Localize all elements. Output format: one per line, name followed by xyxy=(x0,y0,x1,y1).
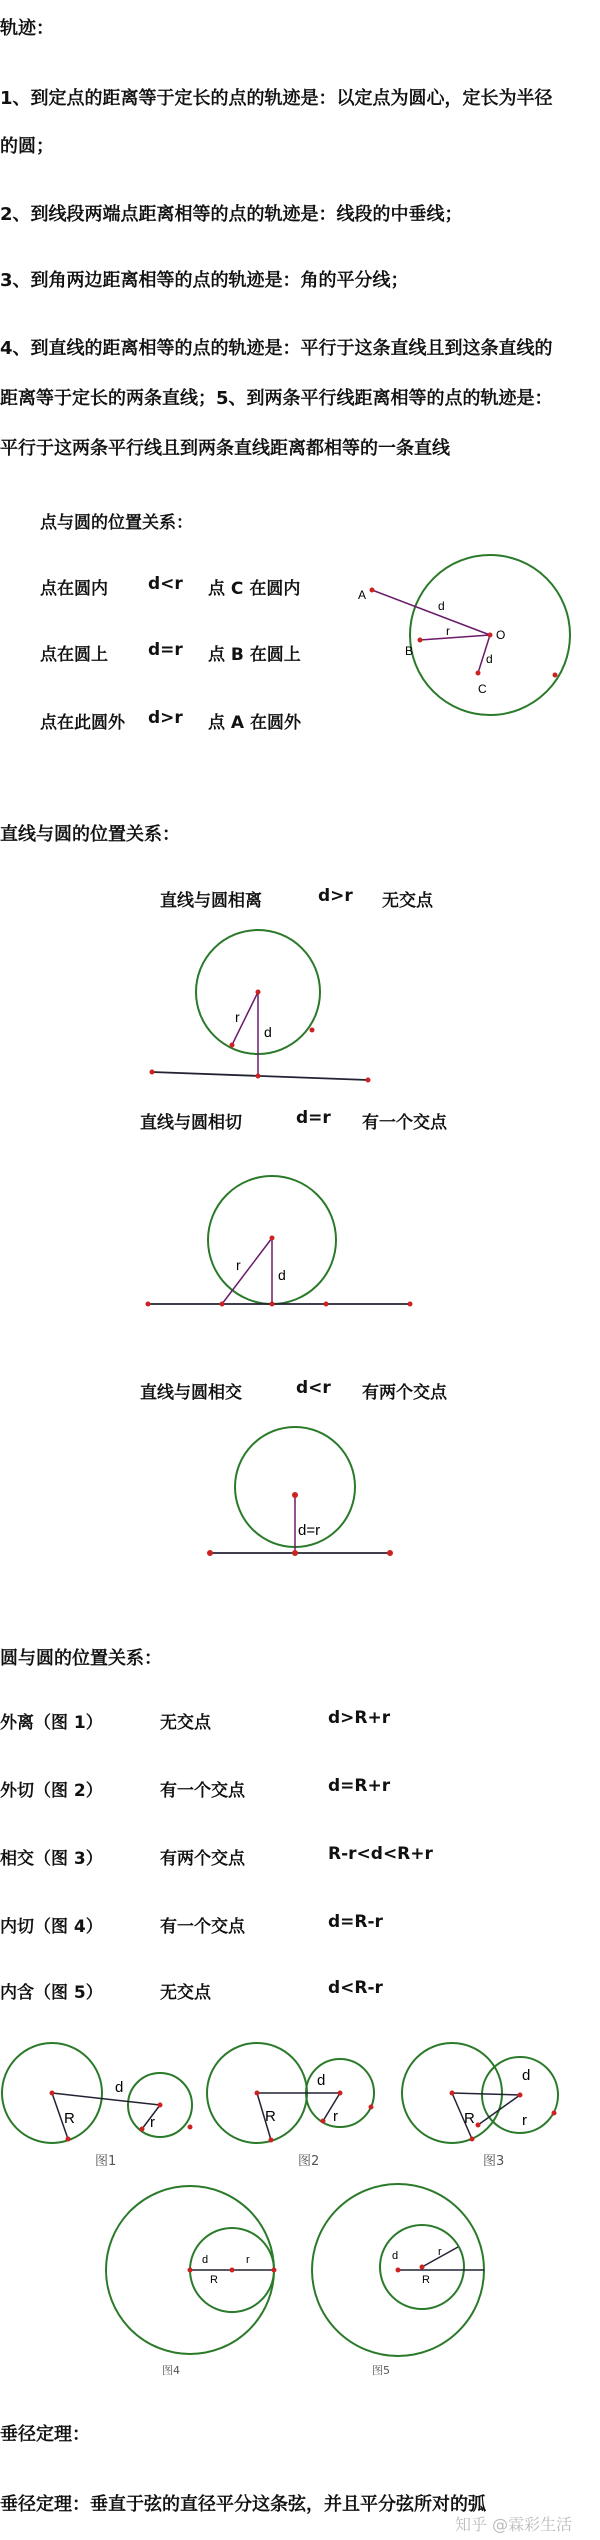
figure-caption: 图1 xyxy=(95,2154,117,2169)
cc-row-desc: 无交点 xyxy=(160,1983,211,2003)
locus-line: 1、到定点的距离等于定长的点的轨迹是：以定点为圆心，定长为半径 xyxy=(0,88,553,109)
lc-case-name: 直线与圆相切 xyxy=(140,1113,242,1133)
cc-row-desc: 有一个交点 xyxy=(160,1781,245,1801)
cc-row-rel: d=R-r xyxy=(328,1912,383,1932)
figure-caption: 图3 xyxy=(483,2154,505,2169)
svg-text:d: d xyxy=(202,2254,209,2266)
lc-case-name: 直线与圆相交 xyxy=(140,1383,242,1403)
pc-row-desc: 点 C 在圆内 xyxy=(208,579,301,599)
section-title-perp: 垂径定理： xyxy=(0,2424,90,2445)
locus-line: 3、到角两边距离相等的点的轨迹是：角的平分线； xyxy=(0,270,409,291)
cc-row-rel: R-r<d<R+r xyxy=(328,1844,433,1864)
pc-row-desc: 点 A 在圆外 xyxy=(208,713,301,733)
svg-text:d: d xyxy=(522,2067,531,2084)
lc-case-desc: 有两个交点 xyxy=(362,1383,447,1403)
line-circle-separate-figure xyxy=(140,920,400,1090)
label-o: O xyxy=(496,628,506,642)
cc-row-rel: d>R+r xyxy=(328,1708,391,1728)
section-title-point-circle: 点与圆的位置关系： xyxy=(40,513,193,533)
figure-4-internal-tangent xyxy=(90,2175,290,2365)
locus-line: 2、到线段两端点距离相等的点的轨迹是：线段的中垂线； xyxy=(0,204,463,225)
pc-row-name: 点在圆上 xyxy=(40,645,108,665)
cc-row-rel: d=R+r xyxy=(328,1776,391,1796)
svg-text:r: r xyxy=(333,2108,338,2125)
cc-row-desc: 有一个交点 xyxy=(160,1917,245,1937)
cc-row-name: 外离（图 1） xyxy=(0,1713,103,1733)
svg-text:R: R xyxy=(210,2274,218,2286)
watermark: 知乎 @霖彩生活 xyxy=(455,2515,573,2534)
svg-text:d: d xyxy=(278,1267,286,1283)
label-r: r xyxy=(446,624,450,638)
locus-line: 距离等于定长的两条直线；5、到两条平行线距离相等的点的轨迹是： xyxy=(0,388,553,409)
figure-caption: 图2 xyxy=(298,2154,320,2169)
cc-row-rel: d<R-r xyxy=(328,1978,383,1998)
pc-row-rel: d<r xyxy=(148,574,183,594)
svg-text:r: r xyxy=(438,2246,442,2258)
point-circle-figure xyxy=(350,545,580,715)
svg-text:R: R xyxy=(64,2110,75,2127)
figure-5-contained xyxy=(300,2175,500,2365)
cc-row-name: 内切（图 4） xyxy=(0,1917,103,1937)
cc-row-desc: 有两个交点 xyxy=(160,1849,245,1869)
svg-text:d: d xyxy=(317,2072,326,2089)
figure-1-external-separate xyxy=(0,2035,200,2155)
svg-text:r: r xyxy=(150,2114,155,2131)
lc-case-rel: d<r xyxy=(296,1378,331,1398)
figure-2-external-tangent xyxy=(205,2035,405,2155)
svg-text:d=r: d=r xyxy=(298,1522,321,1539)
line-circle-tangent-figure xyxy=(140,1170,430,1320)
pc-row-name: 点在此圆外 xyxy=(40,713,125,733)
section-title-circle-circle: 圆与圆的位置关系： xyxy=(0,1648,162,1669)
section-title-locus: 轨迹： xyxy=(0,18,54,39)
cc-row-name: 外切（图 2） xyxy=(0,1781,103,1801)
svg-text:d: d xyxy=(264,1024,272,1040)
svg-text:R: R xyxy=(265,2108,276,2125)
svg-text:d: d xyxy=(115,2079,124,2096)
svg-text:R: R xyxy=(422,2274,430,2286)
pc-row-rel: d>r xyxy=(148,708,183,728)
section-title-line-circle: 直线与圆的位置关系： xyxy=(0,824,180,845)
lc-case-rel: d>r xyxy=(318,886,353,906)
cc-row-name: 内含（图 5） xyxy=(0,1983,103,2003)
svg-text:R: R xyxy=(464,2110,475,2127)
locus-line: 4、到直线的距离相等的点的轨迹是：平行于这条直线且到这条直线的 xyxy=(0,338,553,359)
lc-case-desc: 有一个交点 xyxy=(362,1113,447,1133)
lc-case-name: 直线与圆相离 xyxy=(160,891,262,911)
pc-row-rel: d=r xyxy=(148,640,183,660)
svg-text:r: r xyxy=(235,1009,240,1025)
figure-caption: 图5 xyxy=(372,2364,390,2377)
label-d: d xyxy=(486,652,493,666)
locus-line: 的圆； xyxy=(0,136,54,157)
label-a: A xyxy=(358,588,367,602)
label-c: C xyxy=(478,682,487,696)
svg-text:r: r xyxy=(522,2112,527,2129)
figure-caption: 图4 xyxy=(162,2364,180,2377)
label-d: d xyxy=(438,599,445,613)
cc-row-desc: 无交点 xyxy=(160,1713,211,1733)
cc-row-name: 相交（图 3） xyxy=(0,1849,103,1869)
svg-text:r: r xyxy=(246,2254,250,2266)
locus-line: 平行于这两条平行线且到两条直线距离都相等的一条直线 xyxy=(0,438,450,459)
perp-theorem-text: 垂径定理：垂直于弦的直径平分这条弦，并且平分弦所对的弧 xyxy=(0,2494,486,2515)
lc-case-desc: 无交点 xyxy=(382,891,433,911)
figure-3-intersecting xyxy=(400,2035,600,2155)
lc-case-rel: d=r xyxy=(296,1108,331,1128)
svg-text:r: r xyxy=(236,1257,241,1273)
label-b: B xyxy=(405,644,414,658)
pc-row-name: 点在圆内 xyxy=(40,579,108,599)
line-circle-intersect-figure xyxy=(190,1425,420,1575)
svg-text:d: d xyxy=(392,2250,399,2262)
pc-row-desc: 点 B 在圆上 xyxy=(208,645,301,665)
